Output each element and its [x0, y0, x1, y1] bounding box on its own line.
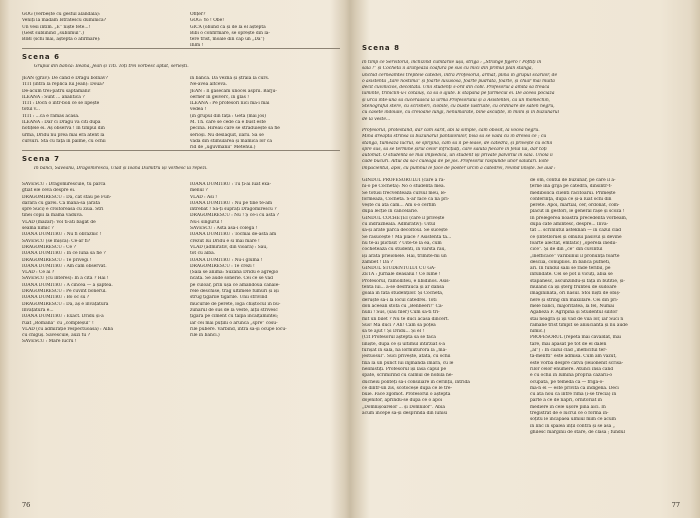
text-line: mit un bilet ? Nu te duci acasă dincert.	[362, 316, 449, 322]
text-line: Învățătură e...	[22, 307, 54, 313]
text-line: notițele ei. Aș observa ! În timpul din	[22, 126, 105, 132]
text-line: rile în bănci.)	[190, 333, 220, 339]
text-line: ari. În fundul sălii se râde teribil, pe	[530, 266, 611, 272]
text-line: Se totusi frecventează cursul meu, le-	[362, 190, 447, 196]
scene-6-title: Scena 6	[22, 53, 60, 61]
text-line: Nu-i singurul !	[190, 219, 223, 225]
text-line: GOG: Yo ! Obe!	[190, 18, 224, 24]
scene-8-title: Scena 8	[362, 44, 400, 52]
text-line: cu chiguș. Săvescule, auzi tu ?	[22, 333, 90, 339]
text-line: stai neagră și își văd de vîia lor, iar Suci n	[530, 316, 624, 322]
text-line: sală !” și Cocheta îi aranjează coafura pe sus cu mici din primul plan stânga,	[362, 66, 533, 72]
text-line: GÎNDUL STUDENTULUI CU GA-	[362, 266, 436, 272]
left-page	[22, 12, 340, 508]
dialogue-block	[22, 76, 172, 145]
text-line: decît cuvînicios, decoltată. Unii studenți s-ord din cobl. Profesorul a amită să treacă	[362, 85, 550, 91]
text-line: stânga, tumează lucrul, se sprijină, cam să îl pe-lease, de catedră, și privește cu ochii	[362, 140, 553, 146]
text-line: cu atâ nou că între rima (i-se trecia) în	[530, 392, 617, 398]
text-line: serioși. Nu deslăquit, ilarii. Să se	[190, 132, 264, 138]
text-line: nu te-ai plictisit ? Uite-te la ea, cum	[362, 240, 442, 246]
dialogue-block	[190, 76, 340, 152]
text-line: DRAGOMIRESCU : Te crezi !	[190, 263, 255, 269]
text-line: strug țigările tigările. Unii strivind	[190, 295, 268, 301]
text-line: Mina dreaptă strînsă la buzunarul pantalonilor, bisă să se vadă cu în dreiea ce ; cu	[362, 134, 547, 140]
text-line: Profesorul, protestând, dar cam sărit, abi la simple, cam obosit, la vocea negru.	[362, 128, 540, 133]
text-line: să-și arate parcă decoltoul. Se sucește	[362, 228, 448, 234]
text-line: liniște, după ce și ultimul intîrziat s-a	[362, 341, 445, 347]
text-line: TITI (intră la replica lui Jean): Două?	[22, 82, 105, 88]
text-line: Stenograful stere, cu scrisheri, ciobite, cu buste lustruite, cu ordinare de saten negru,	[362, 104, 555, 110]
text-line: (Gest sublinind „sublimul”.)	[22, 30, 84, 36]
text-line: cade bucuri. Altul dă să-l culeagă de pe jos. Profesorul răspunde unor salutari. Este	[362, 159, 549, 165]
text-line: goală în fata studenților. Și Cocheta,	[362, 291, 444, 297]
dialogue-block	[22, 182, 172, 346]
text-line: SĂVESCU (se mișcă): Ce-ar fi?	[22, 238, 91, 244]
text-line: ma-n el — este privită ca indigena. Deci	[530, 385, 619, 391]
text-line: DRAGOMIRESCU : Da, aș e învățătura	[22, 301, 109, 307]
text-line: Profesorul, ramolliteu, e libidinos. Asis-	[362, 278, 450, 284]
text-line: plăcut în gestori, le general râșe și scoză !	[530, 209, 625, 215]
text-line: JEAN (grav): De când e Dragu bolnav?	[22, 76, 108, 81]
text-line: DRAGOMIRESCU : Pe cuvînt bonerul.	[22, 289, 107, 295]
text-line: în linc în spălea înțîl contra și se asa „	[530, 423, 615, 429]
text-line: oerner în geiverc, în glas !	[190, 94, 250, 100]
text-line: DRAGOMIRESCU : Nu ! Ș ce-i cu asta ?	[190, 213, 279, 219]
text-line: GÎNDUL COCHEȚEI (care îl privește	[362, 215, 445, 221]
text-line: cice”. Și de din „ce” din cuvîntul	[530, 247, 603, 253]
text-line: nimic.)	[530, 329, 546, 335]
text-line: DRAGOMIRESCU : Da, cât stau pe Fun-	[22, 194, 112, 200]
text-line: TITI : Doch o într-boli ce se lipește	[22, 101, 100, 107]
text-line: unchid cerneamtes trepteie catedei, intră Profesorul, armat, plină în grupul scărilor, de	[362, 72, 558, 78]
text-line: pe culoar, prin ușa ce amândouă canale-	[190, 282, 280, 288]
text-line: don aceean stofă cu „Benheeri!” Ca-	[362, 303, 444, 309]
text-line: Bibi o confirmare, se oprește din lă-	[190, 30, 270, 36]
text-line: luminte, triniclin-u-i cotaiuș, ca să o ajute. E stăpână pe farmecul ei. De aceea pociază	[362, 91, 555, 97]
dialogue-block	[190, 12, 340, 50]
text-line: vește cu atâ cam... Am s-o cerfim	[362, 203, 436, 209]
text-line: cursuri. Sta cu fața în palme, cu ochii	[22, 138, 106, 144]
text-line: ce dintr-un zis, scotoceșe după ce le tre-	[362, 385, 452, 391]
text-line: vedea !	[190, 107, 207, 113]
text-line: TITI : ...că e rămas acasă.	[22, 113, 80, 119]
text-line: jestuosul”. Suci privește, atâtă, cu ochii	[362, 354, 451, 360]
text-line: cu casete indoiale, cu creioane lungi, nenumărate, bine ascuțite, în mîini și în buzunarul	[362, 110, 559, 116]
text-line: automat. O studentă se mai împiedică, un student își private pâlvirlul în sală. Unola îi	[362, 153, 553, 159]
text-line: rămâne trist tîmpit se aniuciantă și nu aude	[530, 322, 628, 328]
stage-direction	[362, 128, 680, 172]
text-line: zâmbet ! Da ?	[362, 259, 393, 265]
text-line: perete. Apoi, martial, cer, ordonat, com-	[530, 203, 620, 209]
text-line: mulând că își șterg frunteu de sudoare	[530, 285, 617, 291]
text-line: IOANA DUMITRU : În ce lună sa fie ?	[22, 251, 106, 257]
text-line: SĂVESCU : Asta asa-i colega !	[190, 226, 258, 232]
text-line: zunarul de sus de la veste, alții strivesc	[190, 307, 278, 313]
text-line: acum începe să-și desprindă din lunisi	[362, 410, 448, 416]
text-line: conferința, după ce și-a luat ochi din	[530, 196, 612, 202]
text-line: ILEANA : Sunt ... analitică ?	[22, 94, 85, 100]
text-line: ocupată, pe temedă ca — frigă-o-	[530, 379, 604, 385]
text-line: (Cît Profesorul așteptă să se facă	[362, 335, 436, 341]
divider	[22, 48, 340, 49]
text-line: tinei copii la mamă văduvă.	[22, 213, 84, 219]
text-line: IOANA DUMITRU : Am cam observat.	[22, 263, 107, 269]
text-line: nulii ! Sus, (sau filer) Cum să-ti tri-	[362, 310, 440, 316]
text-line: JEAN : Il gâsecam unocei asprii. Barju-	[190, 88, 277, 94]
stage-direction	[362, 60, 680, 123]
text-line: cu îndrăzneală. Admirativ): Uitul	[362, 222, 436, 228]
text-line: vadă din stimularea și mamica lor că	[190, 138, 272, 144]
stage-direction: În bănci, Săveanu, Dragomirescu, Ulad și Ioana Dumitru își vorbesc la repezi.	[34, 166, 208, 172]
text-line: după câte amintesc, despre... Invă-	[530, 222, 609, 228]
text-line: spate, scrîmirind cu calmul de nobilă ne-	[362, 373, 453, 379]
text-line: mediere în cele ușore pînă aici. În	[530, 404, 606, 410]
text-line: SĂVESCU : Dragomirescule, tu parcă	[22, 182, 106, 187]
text-line: IOANA DUMITRU : Nu-i glumă !	[190, 257, 263, 263]
text-line: tare, mai apăsat pe tot de el dalen	[530, 341, 607, 347]
text-line: În timp ce Servitorul, închizînd cumtarile ușă, strigă : „Strânge figero ! Poftiți în	[362, 60, 542, 65]
text-line: SĂVESCU : Mare lucru !	[22, 339, 77, 345]
text-line: ce (intetloruel și omului pasivul și devine	[530, 234, 622, 240]
text-line: crezut lui Dridu e si mai mare !	[190, 238, 260, 244]
text-line: Un vesi intim. „E” niște fete...!	[22, 24, 91, 30]
text-line: nelinistiți. Profesorul își lasă capul pe	[362, 366, 447, 372]
text-line: impacientul, apoi, cu pumnul le face de pooter urcîn a catedrei, revind liniște. Se aud :	[362, 165, 556, 171]
text-line: rîd de „uguvmanii” Metehui.)	[190, 145, 256, 151]
text-line: rile pubere. Varbind, intră să-și ocupe locu-	[190, 326, 287, 332]
dialogue-block	[22, 12, 172, 43]
text-line: IOANA DUMITRU : Tocmai de-asta am	[190, 232, 277, 238]
text-line: o asistentă „tare nostimă” și foarte luxusosă, foarte pudrată, foarte, și chiar mai multă	[362, 78, 555, 84]
text-line: după lecție în cancelarie.	[362, 209, 419, 215]
text-line: Ne-avea altceva.	[190, 82, 227, 88]
text-line: tere trist, moale din cap un „Da”)	[190, 37, 265, 43]
text-line: foarte alectat, emfatic) „operela inedii-	[530, 240, 617, 246]
text-line: soțitu le încăpăea ulmiul mim ce acum	[530, 417, 616, 423]
text-line: îmagininată, ori nasul. Stoi niști de obiș-	[530, 291, 621, 297]
text-line: pecina. Hireau care se străduiește să fie	[190, 126, 280, 132]
text-line: buie. Face zgomot. Profesorul o așteptă	[362, 392, 451, 398]
divider	[22, 150, 340, 151]
text-line: ta-mentti” este admisă. Cum am văzut,	[530, 354, 617, 360]
scene-7-title: Scena 7	[22, 155, 60, 163]
text-line: VLAD (admirativ, din vioară) : Sau,	[190, 244, 268, 250]
dialogue-block	[530, 178, 680, 436]
text-line: iar cei mai puțini o aruncă „spre” cosu-	[190, 320, 278, 326]
text-line: deruște să-i la locul catedrei. Toti	[362, 297, 437, 303]
text-line: întrebat ! Să-ți suprați Dragomirescu ?	[190, 207, 277, 213]
text-line: stăpânesc, ascunzindu-și fața în butitie, și-	[530, 278, 625, 284]
text-line: IOANA DUMITRU : Tu ți-ai luat exa-	[190, 182, 271, 187]
text-line: (în grupul din față : Geta (mai jos)	[190, 113, 266, 119]
page-number: 76	[22, 500, 31, 509]
text-line: Ofițer?	[190, 12, 206, 17]
text-line: gtiat ele ceva despre ei.	[22, 188, 76, 194]
text-line: ghilesc marginii de stare, de clasă ; fundul	[530, 429, 625, 435]
text-line: de la veste...	[362, 116, 391, 122]
text-line: ILEANA : Pe profesori nici ma-i mai	[190, 101, 270, 107]
text-line: (Sala se animă: Suzana Dridu e agregio	[190, 270, 279, 276]
text-line: țigara pe ciment cu talpa încălțămintei;	[190, 314, 279, 320]
text-line: spre Suci) e croitoreasă cu ziua. Stri	[22, 207, 104, 213]
text-line: „ăl”) : În cazul clad „ineflicitul ter-	[530, 348, 607, 354]
text-line: furișat în sală, nă lormuturora la „ma-	[362, 348, 447, 354]
dialogue-block	[362, 178, 512, 417]
text-line: M. Th. care se cede că e bust este	[190, 120, 266, 126]
text-line: Agaheza F. Agripina și Studentul silitor	[530, 310, 618, 316]
text-line: În prelegerea noastră precedentă vorbeam,	[530, 215, 628, 221]
text-line: „înefficace” varibiinul îl pronunță foarte	[530, 253, 620, 259]
text-line: ZETA : Jurnale deasălui ! Ce lume !	[362, 272, 441, 278]
text-line: VLAD : Ce ai ?	[22, 270, 55, 276]
text-line: De-acum trei-patru săptămâni!	[22, 88, 91, 94]
text-line: DRAGOMIRESCU : Te privegi !	[22, 257, 92, 263]
text-line: este vorba despre câtva (leiionenit scrisă-	[530, 360, 624, 366]
text-line: spre sus, să se termine șirul celor înfricțiați, care salută fiecare în felul lui, dar toți	[362, 146, 547, 152]
text-line: tregistrat de e lucrul ce o forma în-	[530, 410, 609, 416]
text-line: să te ajut ! Și Dridu... Și el !	[362, 329, 425, 335]
text-line: mele bânci, majoritatea, la fel, Numai	[530, 303, 615, 309]
text-line: țerne înă grija pe catedră, dinsintr-t-	[530, 184, 612, 190]
text-line: ILEANA : Dar ci Dragu va citi după	[22, 120, 101, 126]
text-line: Ihlm !	[190, 43, 204, 49]
text-line: VLAD (mazăr): Vol ti-ati bagat de	[22, 219, 96, 225]
text-line: rele deschise, trag ultimele fumuri și își	[190, 289, 279, 295]
text-line: urmă, Dridu nu prea mai era atent la	[22, 132, 105, 138]
text-line: GICA (obiind că și de la el așteptă	[190, 24, 266, 30]
text-line: mucurile de perete, logă chiștocul în bu-	[190, 301, 281, 307]
text-line: Sus! Mă duci ? Ah! Cam sa poțea	[362, 322, 436, 328]
right-page	[362, 12, 680, 508]
text-line: SĂVESCU (cu interes): In a cita ? Hai !	[22, 276, 109, 282]
text-line: înfundate. Cel se pot îi vicuți, abia se	[530, 272, 613, 278]
text-line: de om, contul de buzunar, pe care îl a-	[530, 178, 616, 183]
text-line: parte a ce de năpri, ornitoriat în	[530, 398, 603, 404]
text-line: cochetează cu studenti, în vârsta râu,	[362, 247, 446, 253]
text-line: medibolică clienti răcitoarui. Primește	[530, 190, 616, 196]
text-line: tot cu albă.	[190, 251, 216, 257]
text-line: menul ?	[190, 188, 208, 194]
text-line: IOANA DUMITRU : Exact. Dridu și-a	[22, 314, 104, 320]
text-line: ni-o pe Cocheta): No o studenta mea.	[362, 184, 445, 190]
stage-direction: Grupul din bancă: Ileana, Jean și Titi. Toți trei vorbesc aptat, seriești.	[34, 64, 189, 70]
text-line: seamă nimic ?	[22, 226, 54, 232]
text-line: IOANA DUMITRU : Nu pe tine te-am	[190, 200, 273, 206]
text-line: totul v...	[22, 107, 40, 113]
text-line: VLAD : Asi !	[190, 194, 218, 200]
text-line: PROFESORUL (repetă mai cavaldat, mai	[530, 335, 621, 341]
text-line: GOG (verbește cu gestul alandala):	[22, 12, 101, 17]
text-line: Veniți la madam Istrătescu duminică?	[22, 18, 106, 24]
text-line: formează, Cochetă. S-ar face că nă pri-	[362, 196, 450, 202]
text-line: desciia, conuplios. În băncă pufneti,	[530, 259, 611, 265]
text-line: în bancă. Da vezna și ștrala la curs.	[190, 76, 270, 81]
text-line: e cu ochii în lumina propria căzării-o	[530, 373, 613, 379]
text-line: IOANA DUMITRU : Nu fi obraznic !	[22, 232, 102, 238]
text-line: IOANA DUMITRU : Bo oc su ?	[22, 295, 90, 301]
text-line: își arată prieionele. Hai, trimite-mi un	[362, 253, 447, 259]
text-line: ncată. Se aude sonerie. Cei ce se văd	[190, 276, 273, 282]
text-line: și urca înte-una să cuceraască la urma Profesorului și a Asistentei, ca un momechin,	[362, 97, 551, 103]
text-line: fixă la un punct lui înjmândă imăra, cu le	[362, 360, 454, 366]
text-line: „Domnișoarelor ... și Domnilor”. Abia	[362, 404, 445, 410]
text-line: dojenitor, aprindu-se după ce o apoi	[362, 398, 443, 404]
text-line: BIBI (schi mai, așteptă o afirmare):	[22, 37, 101, 43]
text-line: Se răsucește ! Mă place ? Asistentă ta...	[362, 234, 452, 240]
text-line: tenta lui... a-se desfrâuca și ar dansa	[362, 285, 445, 291]
text-line: GÎNDUL PROFESORULUI (care a ră-	[362, 178, 445, 183]
text-line: VLAD (cu admirație respectuoasă) : Albă	[22, 326, 113, 332]
text-line: DRAGOMIRESCU : Ce ?	[22, 244, 76, 250]
dialogue-block	[190, 182, 340, 339]
text-line: ruat „Româna” cu „compleșul” !	[22, 320, 94, 326]
text-line: nere și string din maxillare. Cei din pri-	[530, 297, 619, 303]
text-line: rilor celor enumere. Atunci însă când	[530, 366, 614, 372]
text-line: tat ... scrinlutul ăsteknân — în cazul clad	[530, 228, 622, 234]
text-line: ducheiu politeți sa-i consiliare în cerinții, întrîdă	[362, 379, 470, 385]
text-line: IOANA DUMITRU : A cincea — a șaptea.	[22, 282, 113, 288]
page-number: 77	[671, 500, 680, 509]
text-line: dărara cu garei. Că mână-sa (arată	[22, 200, 101, 206]
